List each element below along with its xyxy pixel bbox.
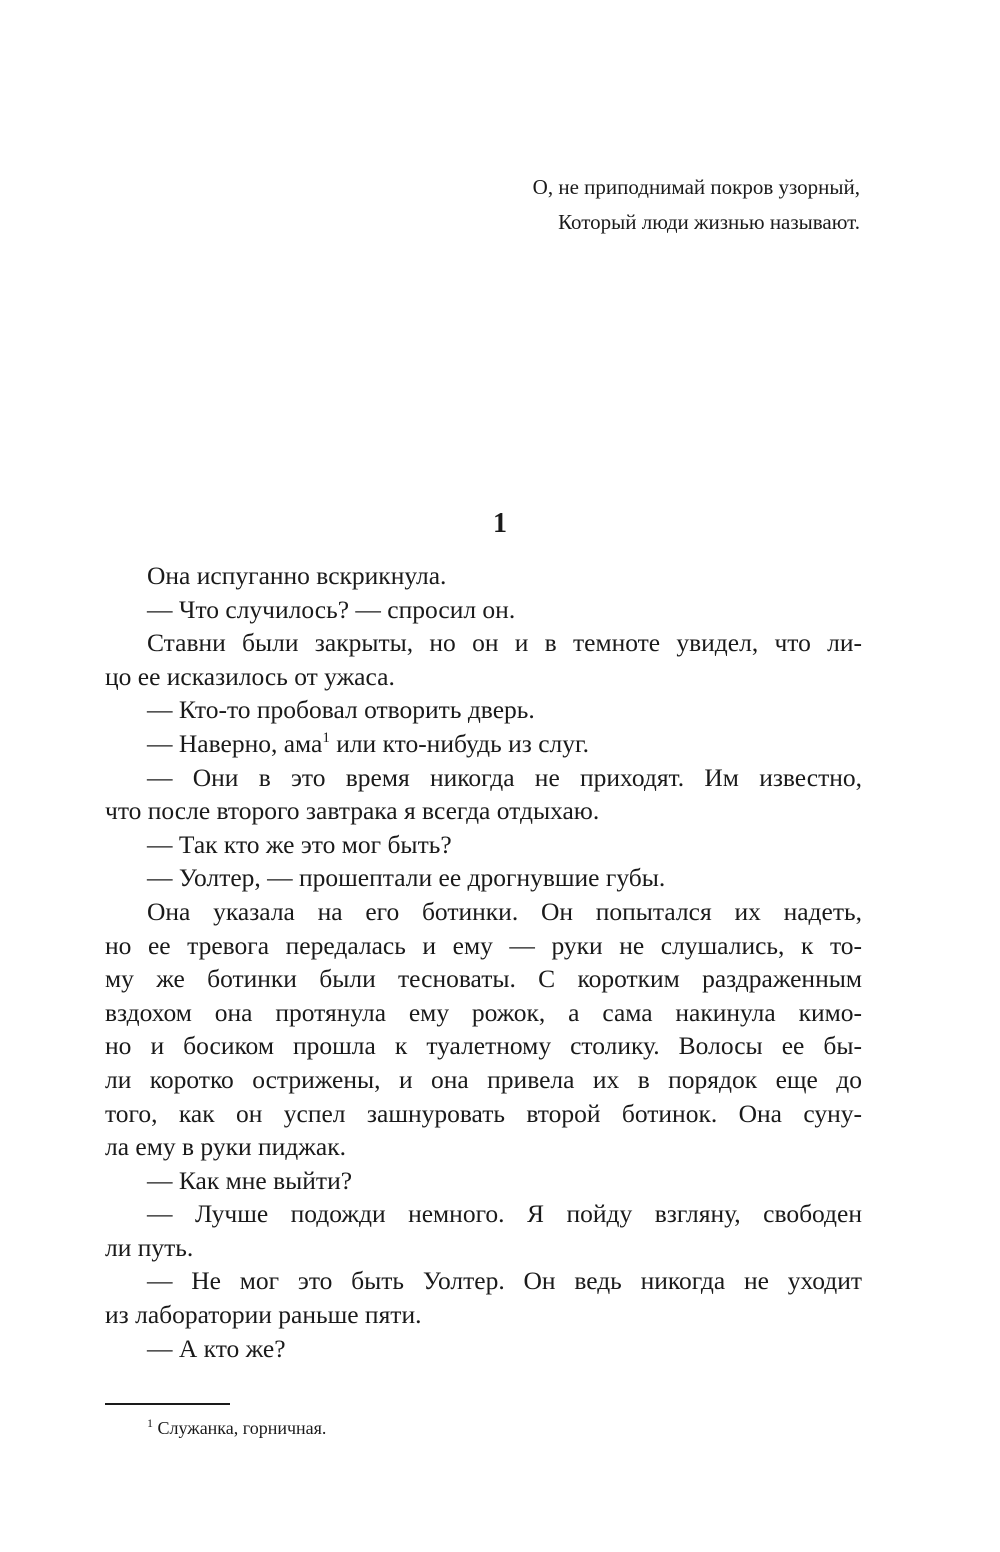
- text-line: — Как мне выйти?: [147, 1165, 353, 1195]
- text-line: ла ему в руки пиджак.: [105, 1132, 346, 1162]
- text-line: — Не мог это быть Уолтер. Он ведь никогда не уходит: [147, 1266, 862, 1296]
- text-line: — Кто-то пробовал отворить дверь.: [147, 695, 535, 725]
- text-line: — Они в это время никогда не приходят. Им известно,: [147, 762, 862, 792]
- text-line: но и босиком прошла к туалетному столику. Волосы ее бы-: [105, 1031, 862, 1061]
- text-line: ли коротко острижены, и она привела их в порядок еще до: [105, 1064, 862, 1094]
- chapter-number: 1: [493, 508, 507, 539]
- footnote-reference: 1: [322, 729, 330, 746]
- footnote-divider: [105, 1403, 230, 1405]
- text-line: что после второго завтрака я всегда отдыхаю.: [105, 796, 600, 826]
- text-line: вздохом она протянула ему рожок, а сама накинула кимо-: [105, 997, 862, 1027]
- footnote-marker: 1: [147, 1416, 153, 1430]
- text-line: — А кто же?: [147, 1333, 286, 1363]
- epigraph-line: Который люди жизнью называют.: [558, 210, 860, 234]
- text-line: того, как он успел зашнуровать второй ботинок. Она суну-: [105, 1098, 862, 1128]
- text-line: Ставни были закрыты, но он и в темноте увидел, что ли-: [147, 628, 862, 658]
- footnote: [147, 1415, 326, 1441]
- text-line: Она указала на его ботинки. Он попытался их надеть,: [147, 896, 862, 926]
- footnote-text: Служанка, горничная.: [153, 1418, 327, 1438]
- text-line: но ее тревога передалась и ему — руки не слушались, к то-: [105, 930, 862, 960]
- text-line: — Что случилось? — спросил он.: [147, 594, 516, 624]
- text-line: — Уолтер, — прошептали ее дрогнувшие губы.: [147, 863, 666, 893]
- text-fragment: или кто-нибудь из слуг.: [329, 728, 589, 758]
- text-line: — Лучше подожди немного. Я пойду взгляну, свободен: [147, 1199, 862, 1229]
- epigraph-line: О, не приподнимай покров узорный,: [532, 175, 860, 199]
- text-line: из лаборатории раньше пяти.: [105, 1300, 422, 1330]
- text-line: [105, 727, 862, 761]
- text-fragment: — Наверно, ама: [147, 728, 323, 758]
- text-line: му же ботинки были тесноваты. С коротким раздраженным: [105, 964, 862, 994]
- text-line: — Так кто же это мог быть?: [147, 829, 452, 859]
- chapter-text: [105, 559, 862, 1365]
- text-line: ли путь.: [105, 1232, 194, 1262]
- text-line: Она испуганно вскрикнула.: [147, 561, 447, 590]
- text-line: цо ее исказилось от ужаса.: [105, 661, 395, 691]
- epigraph: [533, 170, 860, 240]
